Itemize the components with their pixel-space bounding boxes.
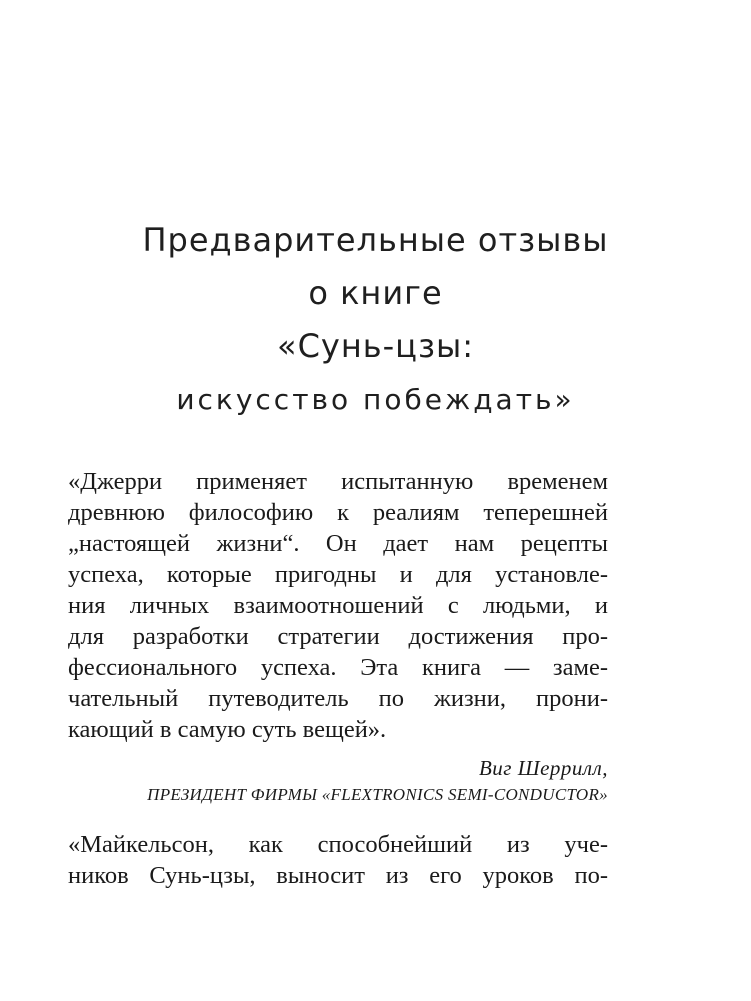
text-line: ния личных взаимоотношений с людьми, и [68,592,608,619]
text-line: кающий в самую суть вещей». [68,716,387,743]
heading-line: о книге [308,274,443,312]
author-name: Виг Шеррилл, [478,756,608,780]
author-role: ПРЕЗИДЕНТ ФИРМЫ «FLEXTRONICS SEMI-CONDUCTOR» [147,785,608,804]
heading-line: искусство побеждать» [176,383,575,416]
text-line: «Джерри применяет испытанную временем [68,468,608,495]
heading-line: «Сунь-цзы: [276,327,475,365]
text-line: „настоящей жизни“. Он дает нам рецепты [68,530,608,557]
text-line: древнюю философию к реалиям теперешней [68,499,608,526]
text-line: фессионального успеха. Эта книга — заме- [68,654,608,681]
page-heading [0,214,751,426]
text-line: «Майкельсон, как способнейший из уче- [68,831,608,858]
text-line: чательный путеводитель по жизни, прони- [68,685,608,712]
review-quote [68,829,608,891]
text-line: ников Сунь-цзы, выносит из его уроков по- [68,862,608,889]
heading-line: Предварительные отзывы [142,221,609,259]
review-quote [68,466,608,745]
text-line: для разработки стратегии достижения про- [68,623,608,650]
review-attribution [68,754,608,808]
text-line: успеха, которые пригодны и для установле- [68,561,608,588]
